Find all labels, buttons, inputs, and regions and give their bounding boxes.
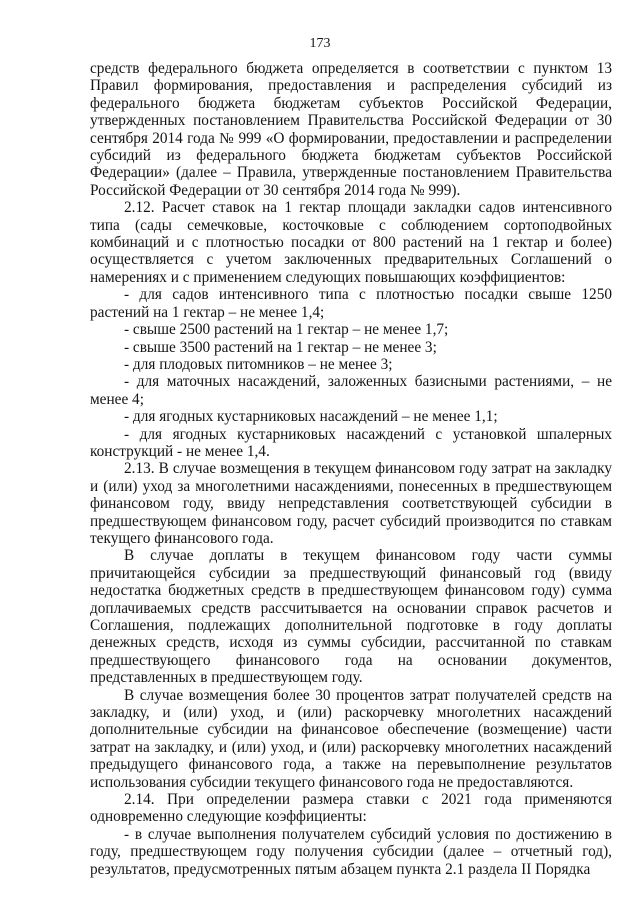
paragraph-rules-reference: средств федерального бюджета определяется в соответствии с пунктом 13 Правил формирования, предоставления и распределения субсидий из федерального бюджета бюджетам субъектов Российской Федерации, утвержденных постановлением Правительства Российской Федерации от 30 сентября 2014 года № 999 «О формировании, предоставлении и распределении субсидий из федерального бюджета бюджетам субъектов Российской Федерации» (далее – Правила, утвержденные постановлением Правительства Российской Федерации от 30 сентября 2014 года № 999).: [90, 60, 612, 199]
document-body: [90, 60, 612, 878]
list-item-coefficient: - свыше 3500 растений на 1 гектар – не менее 3;: [124, 338, 437, 356]
list-item-coefficient: - для садов интенсивного типа с плотностью посадки свыше 1250 растений на 1 гектар – не менее 1,4;: [90, 286, 612, 321]
paragraph-2-14: 2.14. При определении размера ставки с 2021 года применяются одновременно следующие коэффициенты:: [90, 791, 612, 826]
list-item-coefficient: - для ягодных кустарниковых насаждений – не менее 1,1;: [124, 408, 498, 426]
list-item-coefficient: - свыше 2500 растений на 1 гектар – не менее 1,7;: [124, 321, 449, 339]
page-number: 173: [309, 36, 331, 51]
paragraph-2-13: 2.13. В случае возмещения в текущем финансовом году затрат на закладку и (или) уход за многолетними насаждениями, понесенных в предшествующем финансовом году, ввиду непредставления соответствующей субсидии в предшествующем финансовом году, расчет субсидий производится по ставкам текущего финансового года.: [90, 460, 612, 547]
list-item-coefficient: - для плодовых питомников – не менее 3;: [124, 355, 393, 373]
paragraph-additional-payment: В случае доплаты в текущем финансовом году части суммы причитающейся субсидии за предшествующий финансовый год (ввиду недостатка бюджетных средств в предшествующем финансовом году) сумма доплачиваемых средств рассчитывается на основании справок расчетов и Соглашения, подлежащих дополнительной подготовке в году доплаты денежных средств, исходя из суммы субсидии, рассчитанной по ставкам предшествующего финансового года на основании документов, представленных в предшествующем году.: [90, 547, 612, 687]
list-item-coefficient: - для маточных насаждений, заложенных базисными растениями, – не менее 4;: [90, 373, 612, 408]
list-item-coefficient: - для ягодных кустарниковых насаждений с установкой шпалерных конструкций - не менее 1,4.: [90, 425, 612, 460]
list-item-condition: - в случае выполнения получателем субсидий условия по достижению в году, предшествующем году получения субсидии (далее – отчетный год), результатов, предусмотренных пятым абзацем пункта 2.1 раздела II Порядка: [90, 825, 612, 878]
paragraph-over-30-percent: В случае возмещения более 30 процентов затрат получателей средств на закладку, и (или) уход, и (или) раскорчевку многолетних насаждений дополнительные субсидии на финансовое обеспечение (возмещение) части затрат на закладку, и (или) уход, и (или) раскорчевку многолетних насаждений предыдущего финансового года, а также на перевыполнение результатов использования субсидии текущего финансового года не предоставляются.: [90, 686, 612, 791]
paragraph-2-12: 2.12. Расчет ставок на 1 гектар площади закладки садов интенсивного типа (сады семечковые, косточковые с соблюдением сортоподвойных комбинаций и с плотностью посадки от 800 растений на 1 гектар и более) осуществляется с учетом заключенных предварительных Соглашений о намерениях и с применением следующих повышающих коэффициентов:: [90, 199, 612, 286]
